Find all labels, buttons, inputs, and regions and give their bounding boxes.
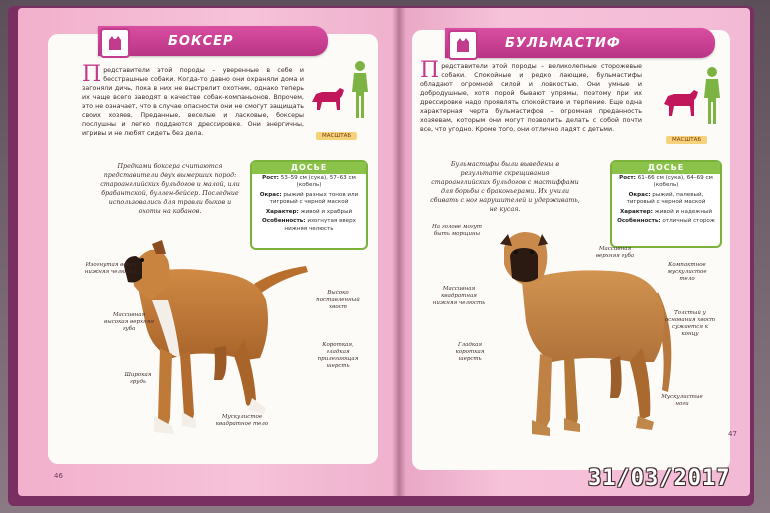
dossier-row: Характер: живой и храбрый [265,208,353,215]
dossier-row: Рост: 61–66 см (сука), 64–69 см (кобель) [619,174,713,188]
right-intro-text [420,58,642,134]
drop-cap: П [420,58,440,83]
scale-silhouettes [660,64,726,128]
page-title: БУЛЬМАСТИФ [505,35,621,51]
book-gutter [392,8,406,496]
left-title-badge [98,26,328,56]
dossier-row: Особенность: изогнутая вверх нижняя челюсть [262,218,356,232]
human-silhouette-icon [704,67,720,124]
boxer-label-jaw: Изогнутая вверх нижняя челюсть [84,262,138,275]
dog-silhouette-icon [664,90,698,116]
right-caption: Бульмастифы были выведены в результате скрещивания староанглийских бульдогов с мастиффами для борьбы с браконьерами. Их учили сбивать с ног нарушителей и удерживать, не кусая. [430,161,580,213]
intro-paragraph: редставители этой породы – уверенные в себе и бесстрашные собаки. Когда-то давно они охраняли дома и загоняли дичь, пока в них не выстрелит охотник, однако теперь их чаще всего заводят в качестве собак-компаньонов. Впрочем, это не означает, что в случае опасности они не смогут защищать своих хозяев. Преданные, веселые и ласковые, боксеры послушны и легко поддаются дрессировке. Они энергичны, игривы и не любят сидеть без дела. [82,67,304,137]
bullmastiff-label-wrinkles: На голове могут быть морщины [432,224,482,237]
scale-silhouettes [306,58,376,122]
boxer-label-lip: Массивная высокая верхняя губа [104,312,155,332]
dossier-heading: ДОСЬЕ [612,162,720,174]
dossier-row: Характер: живой и надежный [619,208,713,215]
dossier-row: Рост: 53–59 см (сука), 57–63 см (кобель) [262,174,356,188]
dog-head-icon [448,30,478,60]
bullmastiff-illustration [482,222,692,452]
boxer-label-chest: Широкая грудь [124,372,152,385]
scale-label: МАСШТАБ [316,132,357,140]
dossier-row: Окрас: рыжий, палевый, тигровый с черной маской [626,191,706,205]
dog-head-icon [100,28,130,58]
boxer-label-coat: Короткая, гладкая прилегающая шерсть [317,342,359,369]
camera-date-stamp: 31/03/2017 [588,466,731,491]
page-number: 47 [728,430,737,438]
bullmastiff-label-lip: Массивная верхняя губа [595,246,635,259]
bullmastiff-label-coat: Гладкая короткая шерсть [455,342,485,362]
drop-cap: П [82,62,102,87]
human-silhouette-icon [352,61,368,118]
boxer-label-tail: Высоко поставленный хвост [316,290,360,310]
bullmastiff-label-jaw: Массивная квадратная нижняя челюсть [432,286,486,306]
left-caption: Предками боксера считаются представители двух вымерших пород: староанглийских бульдогов и малой, или брабантской, буллен-бейсер. Последние использовались для травли быков и охоты на кабанов. [100,163,240,215]
dossier-row: Окрас: рыжий разных тонов или тигровый с черной маской [259,191,359,205]
bullmastiff-label-tail: Толстый у основания хвост сужается к концу [664,310,716,337]
bullmastiff-label-legs: Мускулистые ноги [661,394,703,407]
right-title-badge [445,28,715,58]
page-number: 46 [54,472,63,480]
dossier-row: Особенность: отличный сторож [617,218,715,224]
page-title: БОКСЕР [168,33,234,49]
dog-silhouette-icon [312,88,344,110]
bullmastiff-label-body: Компактное мускулистое тело [667,262,707,282]
dossier-heading: ДОСЬЕ [252,162,366,174]
boxer-label-body: Мускулистое квадратное тело [215,414,269,427]
intro-paragraph: редставители этой породы – великолепные сторожевые собаки. Спокойные и редко лающие, бульмастифы обладают огромной силой и ловкостью. Они умные и добродушные, хотя порой бывают упрямы, поэтому при их дрессировке надо проявлять спокойствие и терпение. Еще одна характерная черта бульмастифов – огромная преданность хозяевам, которым они могут позволить делать с собой почти все, что угодно. Кроме того, они отлично ладят с детьми. [420,63,642,133]
left-intro-text [82,62,304,138]
scale-label: МАСШТАБ [666,136,707,144]
